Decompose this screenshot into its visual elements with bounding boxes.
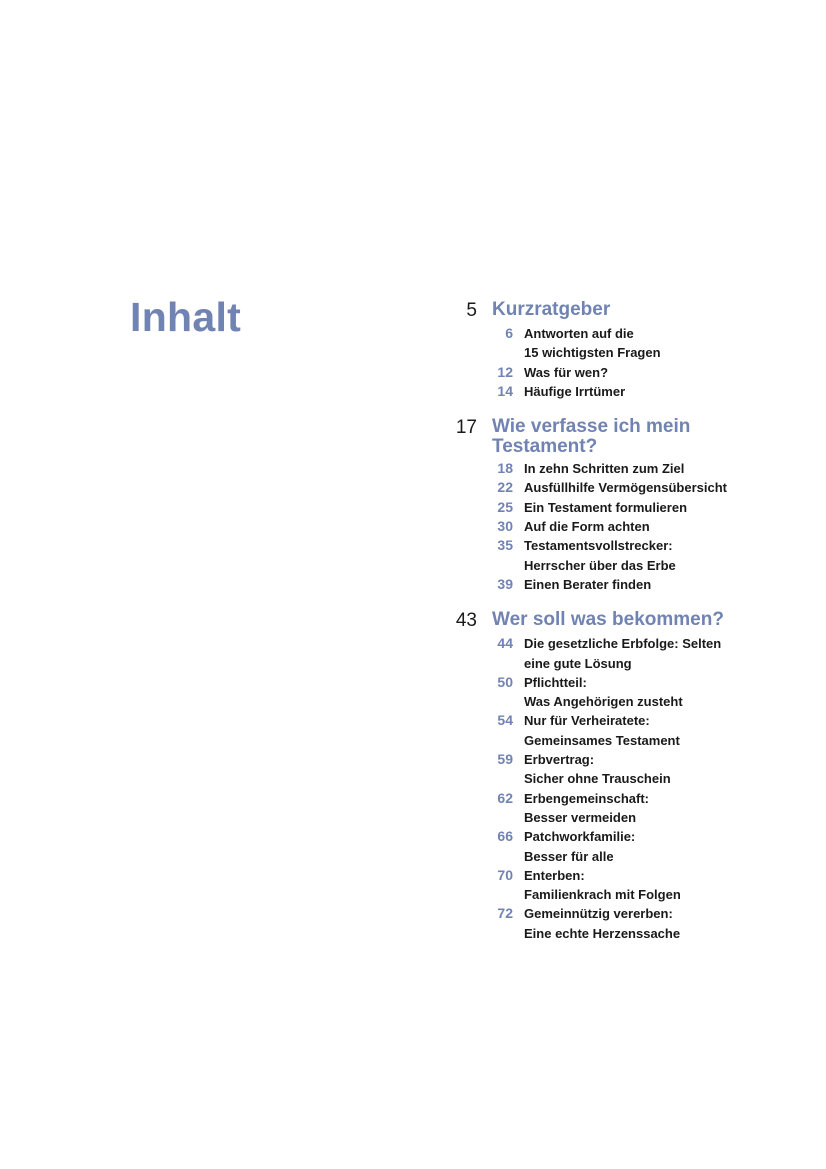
entry-title: Die gesetzliche Erbfolge: Selten eine gute Lösung xyxy=(524,636,722,671)
toc-entry[interactable] xyxy=(440,459,810,478)
entry-page-number: 18 xyxy=(497,460,513,477)
entry-page-number: 25 xyxy=(497,498,513,515)
toc-entry[interactable] xyxy=(440,711,810,750)
entry-title: Gemeinnützig vererben: Eine echte Herzenssache xyxy=(524,906,681,941)
chapter xyxy=(440,300,810,401)
chapter-heading[interactable] xyxy=(440,417,810,457)
toc-entry[interactable] xyxy=(440,478,810,497)
entry-title: In zehn Schritten zum Ziel xyxy=(524,461,685,477)
chapter-page-number: 17 xyxy=(455,417,477,439)
entry-page-number: 62 xyxy=(497,789,513,806)
table-of-contents xyxy=(440,300,810,959)
toc-entry[interactable] xyxy=(440,789,810,828)
entry-title: Erbvertrag: Sicher ohne Trauschein xyxy=(524,752,671,787)
entry-title: Auf die Form achten xyxy=(524,519,650,535)
toc-entry[interactable] xyxy=(440,517,810,536)
entry-page-number: 54 xyxy=(497,712,513,729)
chapter xyxy=(440,417,810,594)
toc-entry[interactable] xyxy=(440,382,810,401)
entry-title: Ein Testament formulieren xyxy=(524,499,688,515)
entry-title: Antworten auf die 15 wichtigsten Fragen xyxy=(524,326,661,361)
entry-title: Patchworkfamilie: Besser für alle xyxy=(524,829,636,864)
entry-page-number: 6 xyxy=(505,325,513,341)
toc-entry[interactable] xyxy=(440,324,810,363)
chapter-page-number: 5 xyxy=(466,300,477,321)
toc-entry[interactable] xyxy=(440,575,810,594)
toc-entry[interactable] xyxy=(440,536,810,575)
toc-entry[interactable] xyxy=(440,866,810,905)
toc-entry[interactable] xyxy=(440,498,810,517)
chapter xyxy=(440,610,810,943)
chapter-title: Wer soll was bekommen? xyxy=(492,609,724,631)
chapter-page-number: 43 xyxy=(455,610,477,632)
entry-page-number: 72 xyxy=(497,905,513,922)
entry-page-number: 12 xyxy=(497,363,513,380)
entry-title: Erbengemeinschaft: Besser vermeiden xyxy=(524,790,649,825)
toc-entry[interactable] xyxy=(440,673,810,712)
entry-title: Häufige Irrtümer xyxy=(524,383,626,399)
toc-entry[interactable] xyxy=(440,750,810,789)
toc-entry[interactable] xyxy=(440,827,810,866)
entry-title: Nur für Verheiratete: Gemeinsames Testament xyxy=(524,713,680,748)
entry-page-number: 50 xyxy=(497,673,513,690)
page-title: Inhalt xyxy=(130,294,242,340)
entry-page-number: 14 xyxy=(497,382,513,399)
chapter-title: Wie verfasse ich mein Testament? xyxy=(492,416,691,458)
chapter-heading[interactable] xyxy=(440,610,810,632)
entry-title: Pflichtteil: Was Angehörigen zusteht xyxy=(524,674,683,710)
entry-page-number: 39 xyxy=(497,575,513,592)
entry-title: Testamentsvollstrecker: Herrscher über das Erbe xyxy=(524,538,676,573)
chapter-title: Kurzratgeber xyxy=(492,299,611,320)
entry-page-number: 59 xyxy=(497,751,513,768)
toc-entry[interactable] xyxy=(440,363,810,382)
entry-page-number: 44 xyxy=(497,635,513,652)
entry-page-number: 30 xyxy=(497,518,513,535)
entry-page-number: 66 xyxy=(497,828,513,845)
entry-title: Ausfüllhilfe Vermögensübersicht xyxy=(524,480,727,496)
entry-title: Was für wen? xyxy=(524,364,609,380)
toc-entry[interactable] xyxy=(440,904,810,943)
chapter-heading[interactable] xyxy=(440,300,810,322)
entry-page-number: 35 xyxy=(497,537,513,554)
toc-entry[interactable] xyxy=(440,634,810,673)
entry-page-number: 70 xyxy=(497,866,513,883)
entry-page-number: 22 xyxy=(497,479,513,496)
entry-title: Einen Berater finden xyxy=(524,576,652,592)
entry-title: Enterben: Familienkrach mit Folgen xyxy=(524,867,681,903)
